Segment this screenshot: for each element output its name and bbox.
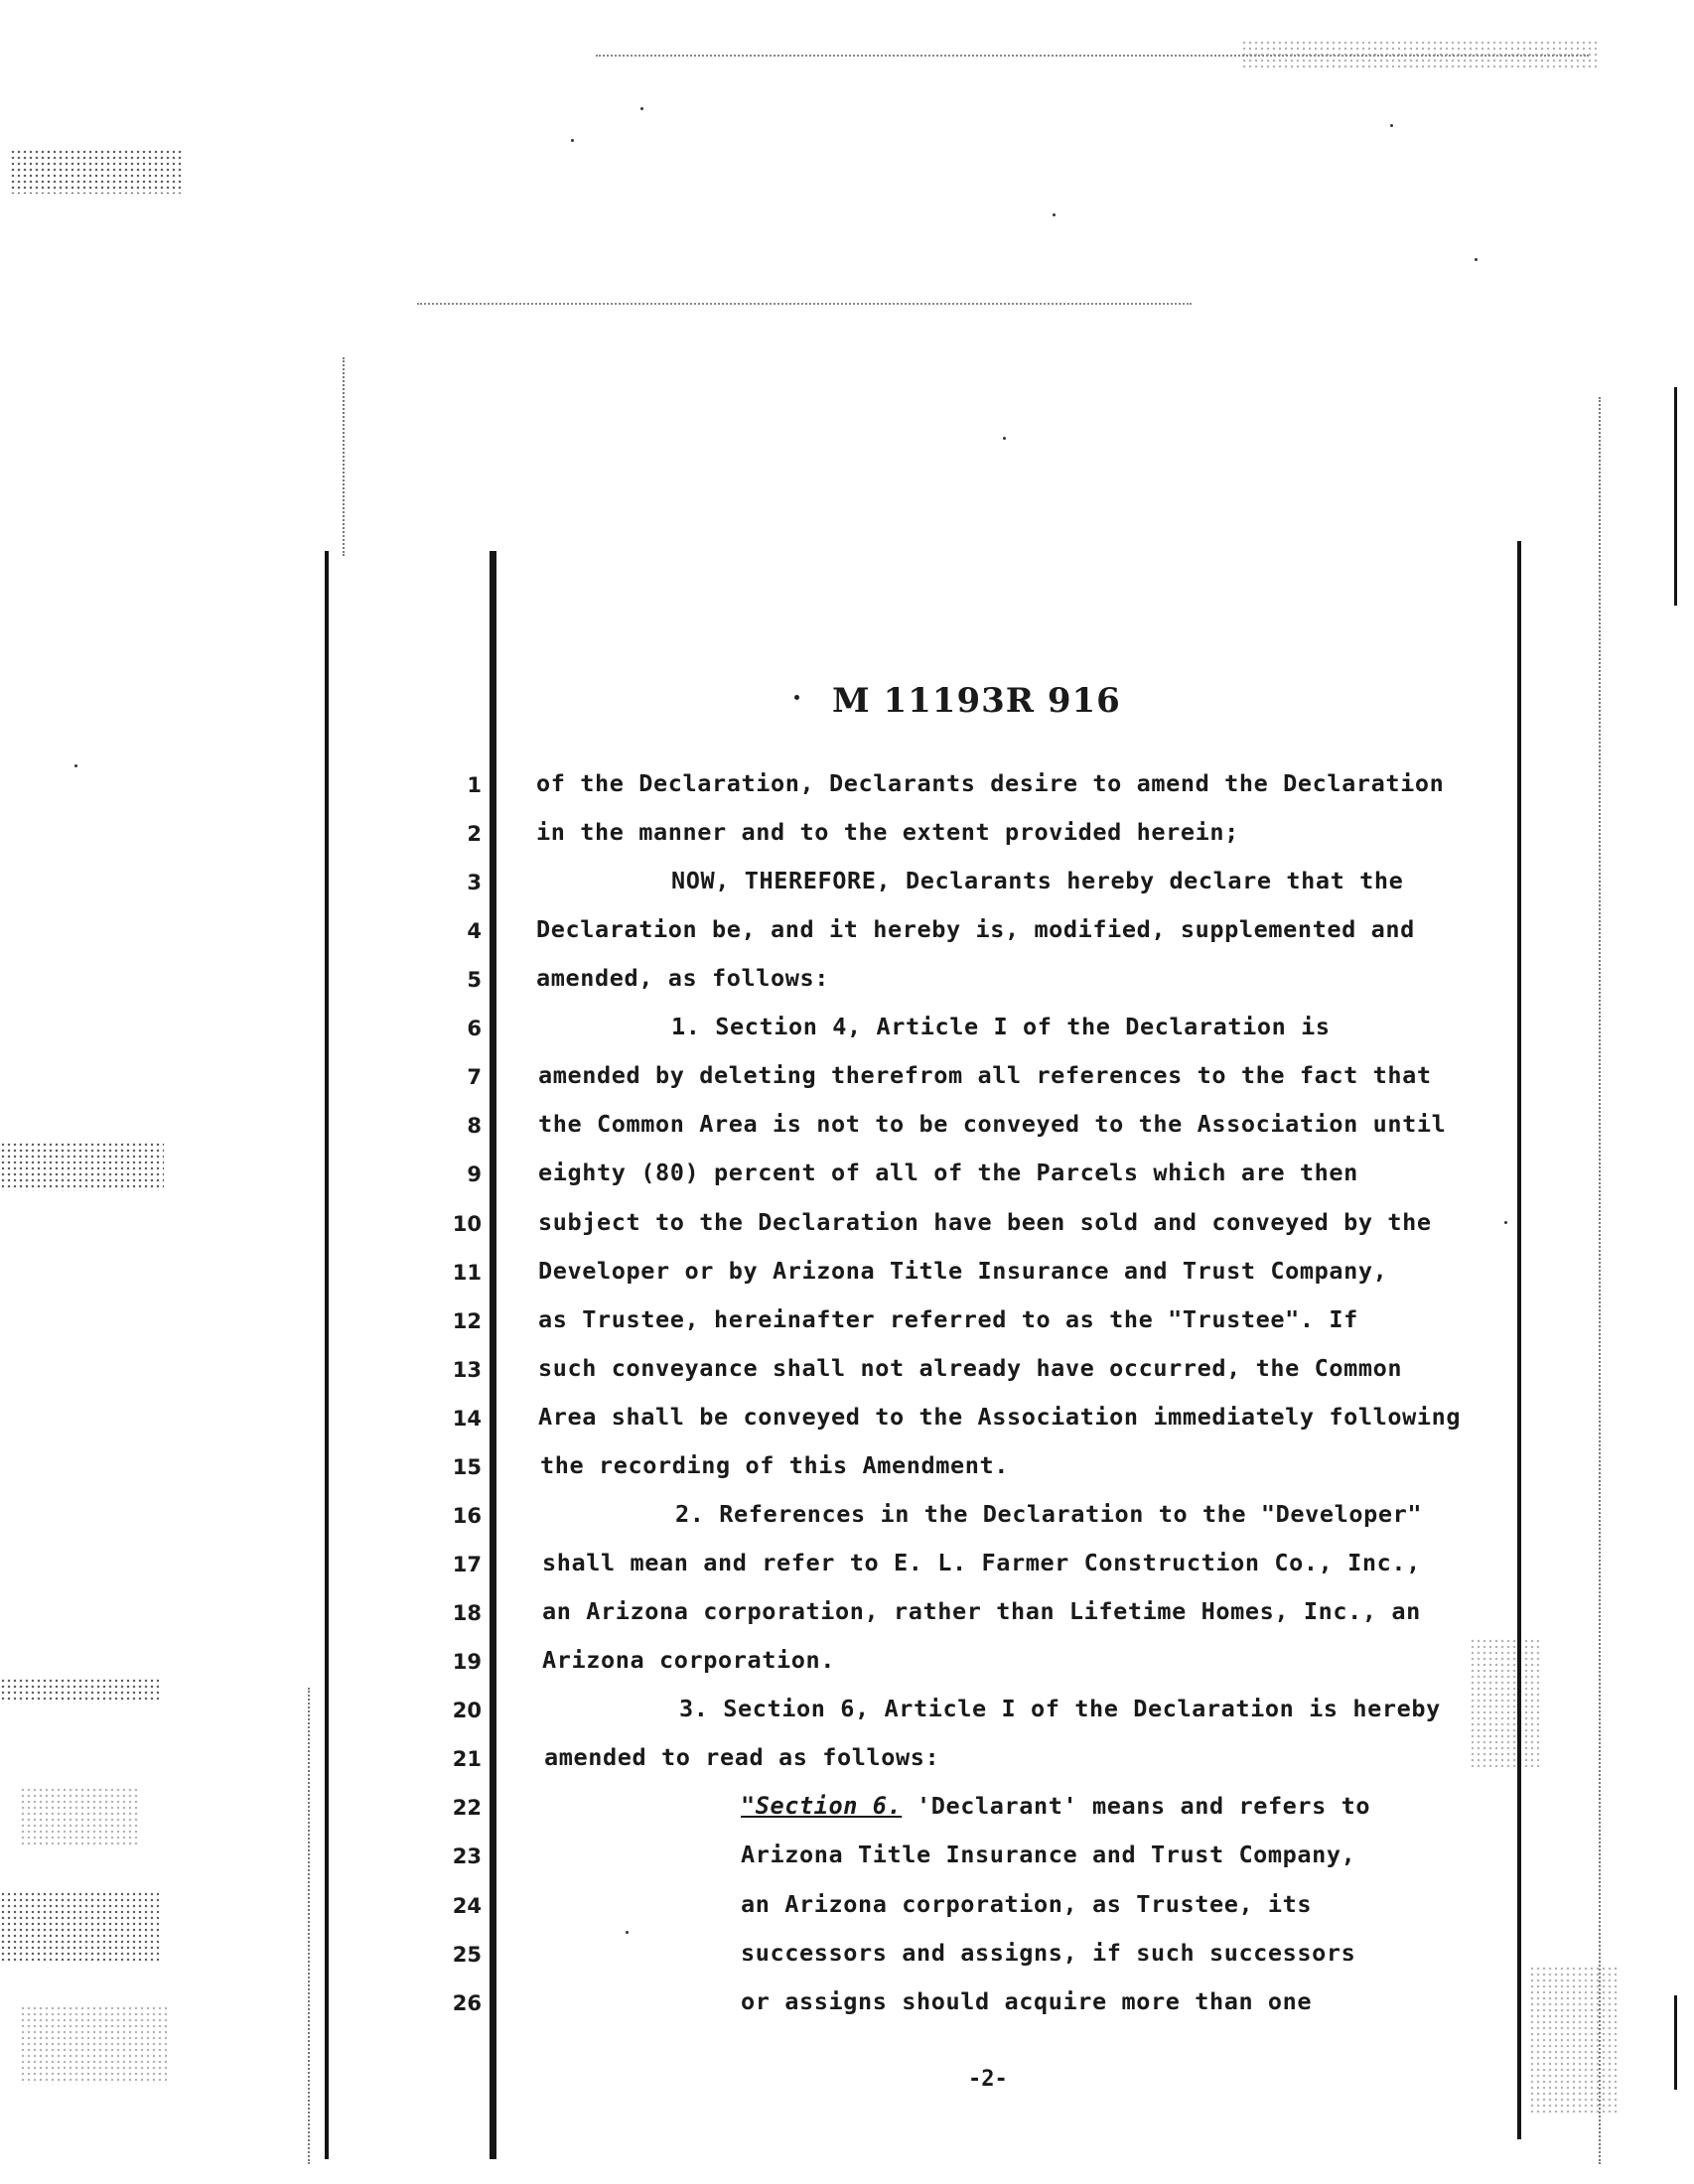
- page-number: -2-: [968, 2067, 1008, 2092]
- text-line: subject to the Declaration have been sold and conveyed by the: [538, 1208, 1432, 1236]
- line-number: 22: [452, 1796, 482, 1820]
- line-number: 18: [452, 1601, 482, 1625]
- line-number: 9: [467, 1162, 482, 1186]
- line-number: 2: [467, 822, 482, 846]
- line-number: 24: [452, 1894, 482, 1918]
- line-number: 26: [452, 1991, 482, 2015]
- line-number: 14: [452, 1407, 482, 1431]
- line-number: 1: [467, 773, 482, 797]
- section-6-label: "Section 6.: [741, 1792, 903, 1820]
- left-margin-rule-outer: [325, 551, 329, 2159]
- text-line: the recording of this Amendment.: [540, 1451, 1009, 1479]
- text-line: amended by deleting therefrom all references to the fact that: [538, 1061, 1432, 1089]
- line-number: 12: [452, 1309, 482, 1333]
- text-line: shall mean and refer to E. L. Farmer Construction Co., Inc.,: [542, 1549, 1421, 1576]
- text-line: NOW, THEREFORE, Declarants hereby declare that the: [671, 867, 1404, 894]
- text-line: successors and assigns, if such successors: [741, 1939, 1356, 1967]
- line-number: 20: [452, 1699, 482, 1722]
- line-number: 25: [452, 1943, 482, 1967]
- text-line: in the manner and to the extent provided herein;: [536, 818, 1239, 846]
- right-edge-mark-lower: [1674, 1995, 1677, 2090]
- line-number: 16: [452, 1504, 482, 1528]
- line-number: 3: [467, 871, 482, 894]
- text-line: an Arizona corporation, as Trustee, its: [741, 1890, 1313, 1918]
- text-line: amended, as follows:: [536, 964, 829, 992]
- right-margin-rule: [1517, 541, 1521, 2139]
- line-number: 10: [452, 1212, 482, 1236]
- recording-number: M 11193R 916: [832, 681, 1121, 721]
- text-line: Arizona Title Insurance and Trust Company,: [741, 1841, 1356, 1868]
- header-dot: [794, 695, 799, 700]
- text-line: 2. References in the Declaration to the "Developer": [675, 1500, 1423, 1528]
- line-number: 19: [452, 1650, 482, 1674]
- right-edge-mark: [1674, 387, 1677, 606]
- text-line: an Arizona corporation, rather than Lifetime Homes, Inc., an: [542, 1597, 1421, 1625]
- line-number: 4: [467, 919, 482, 943]
- text-line: amended to read as follows:: [544, 1743, 940, 1771]
- text-line: Arizona corporation.: [542, 1646, 835, 1674]
- line-number: 21: [452, 1747, 482, 1771]
- line-number: 15: [452, 1455, 482, 1479]
- text-line: as Trustee, hereinafter referred to as the "Trustee". If: [538, 1305, 1358, 1333]
- line-number: 5: [467, 968, 482, 992]
- text-line: such conveyance shall not already have occurred, the Common: [538, 1354, 1403, 1382]
- text-line: Area shall be conveyed to the Association immediately following: [538, 1403, 1462, 1431]
- text-line: 3. Section 6, Article I of the Declaration is hereby: [679, 1695, 1441, 1722]
- line-number: 11: [452, 1261, 482, 1285]
- text-line: [741, 1792, 1370, 1820]
- line-number: 13: [452, 1358, 482, 1382]
- line-number: 7: [467, 1065, 482, 1089]
- line-number: 23: [452, 1844, 482, 1868]
- text-line: eighty (80) percent of all of the Parcels which are then: [538, 1159, 1358, 1186]
- line-number: 17: [452, 1553, 482, 1576]
- text-line: Developer or by Arizona Title Insurance and Trust Company,: [538, 1257, 1388, 1285]
- text-line: 1. Section 4, Article I of the Declaration is: [671, 1013, 1331, 1040]
- text-line: Declaration be, and it hereby is, modified, supplemented and: [536, 915, 1415, 943]
- left-margin-rule-inner: [490, 551, 496, 2159]
- text-line: of the Declaration, Declarants desire to amend the Declaration: [536, 769, 1445, 797]
- text-line: or assigns should acquire more than one: [741, 1987, 1313, 2015]
- text-line: the Common Area is not to be conveyed to the Association until: [538, 1110, 1447, 1138]
- text-line-continued: 'Declarant' means and refers to: [902, 1792, 1371, 1820]
- line-number: 6: [467, 1017, 482, 1040]
- line-number: 8: [467, 1114, 482, 1138]
